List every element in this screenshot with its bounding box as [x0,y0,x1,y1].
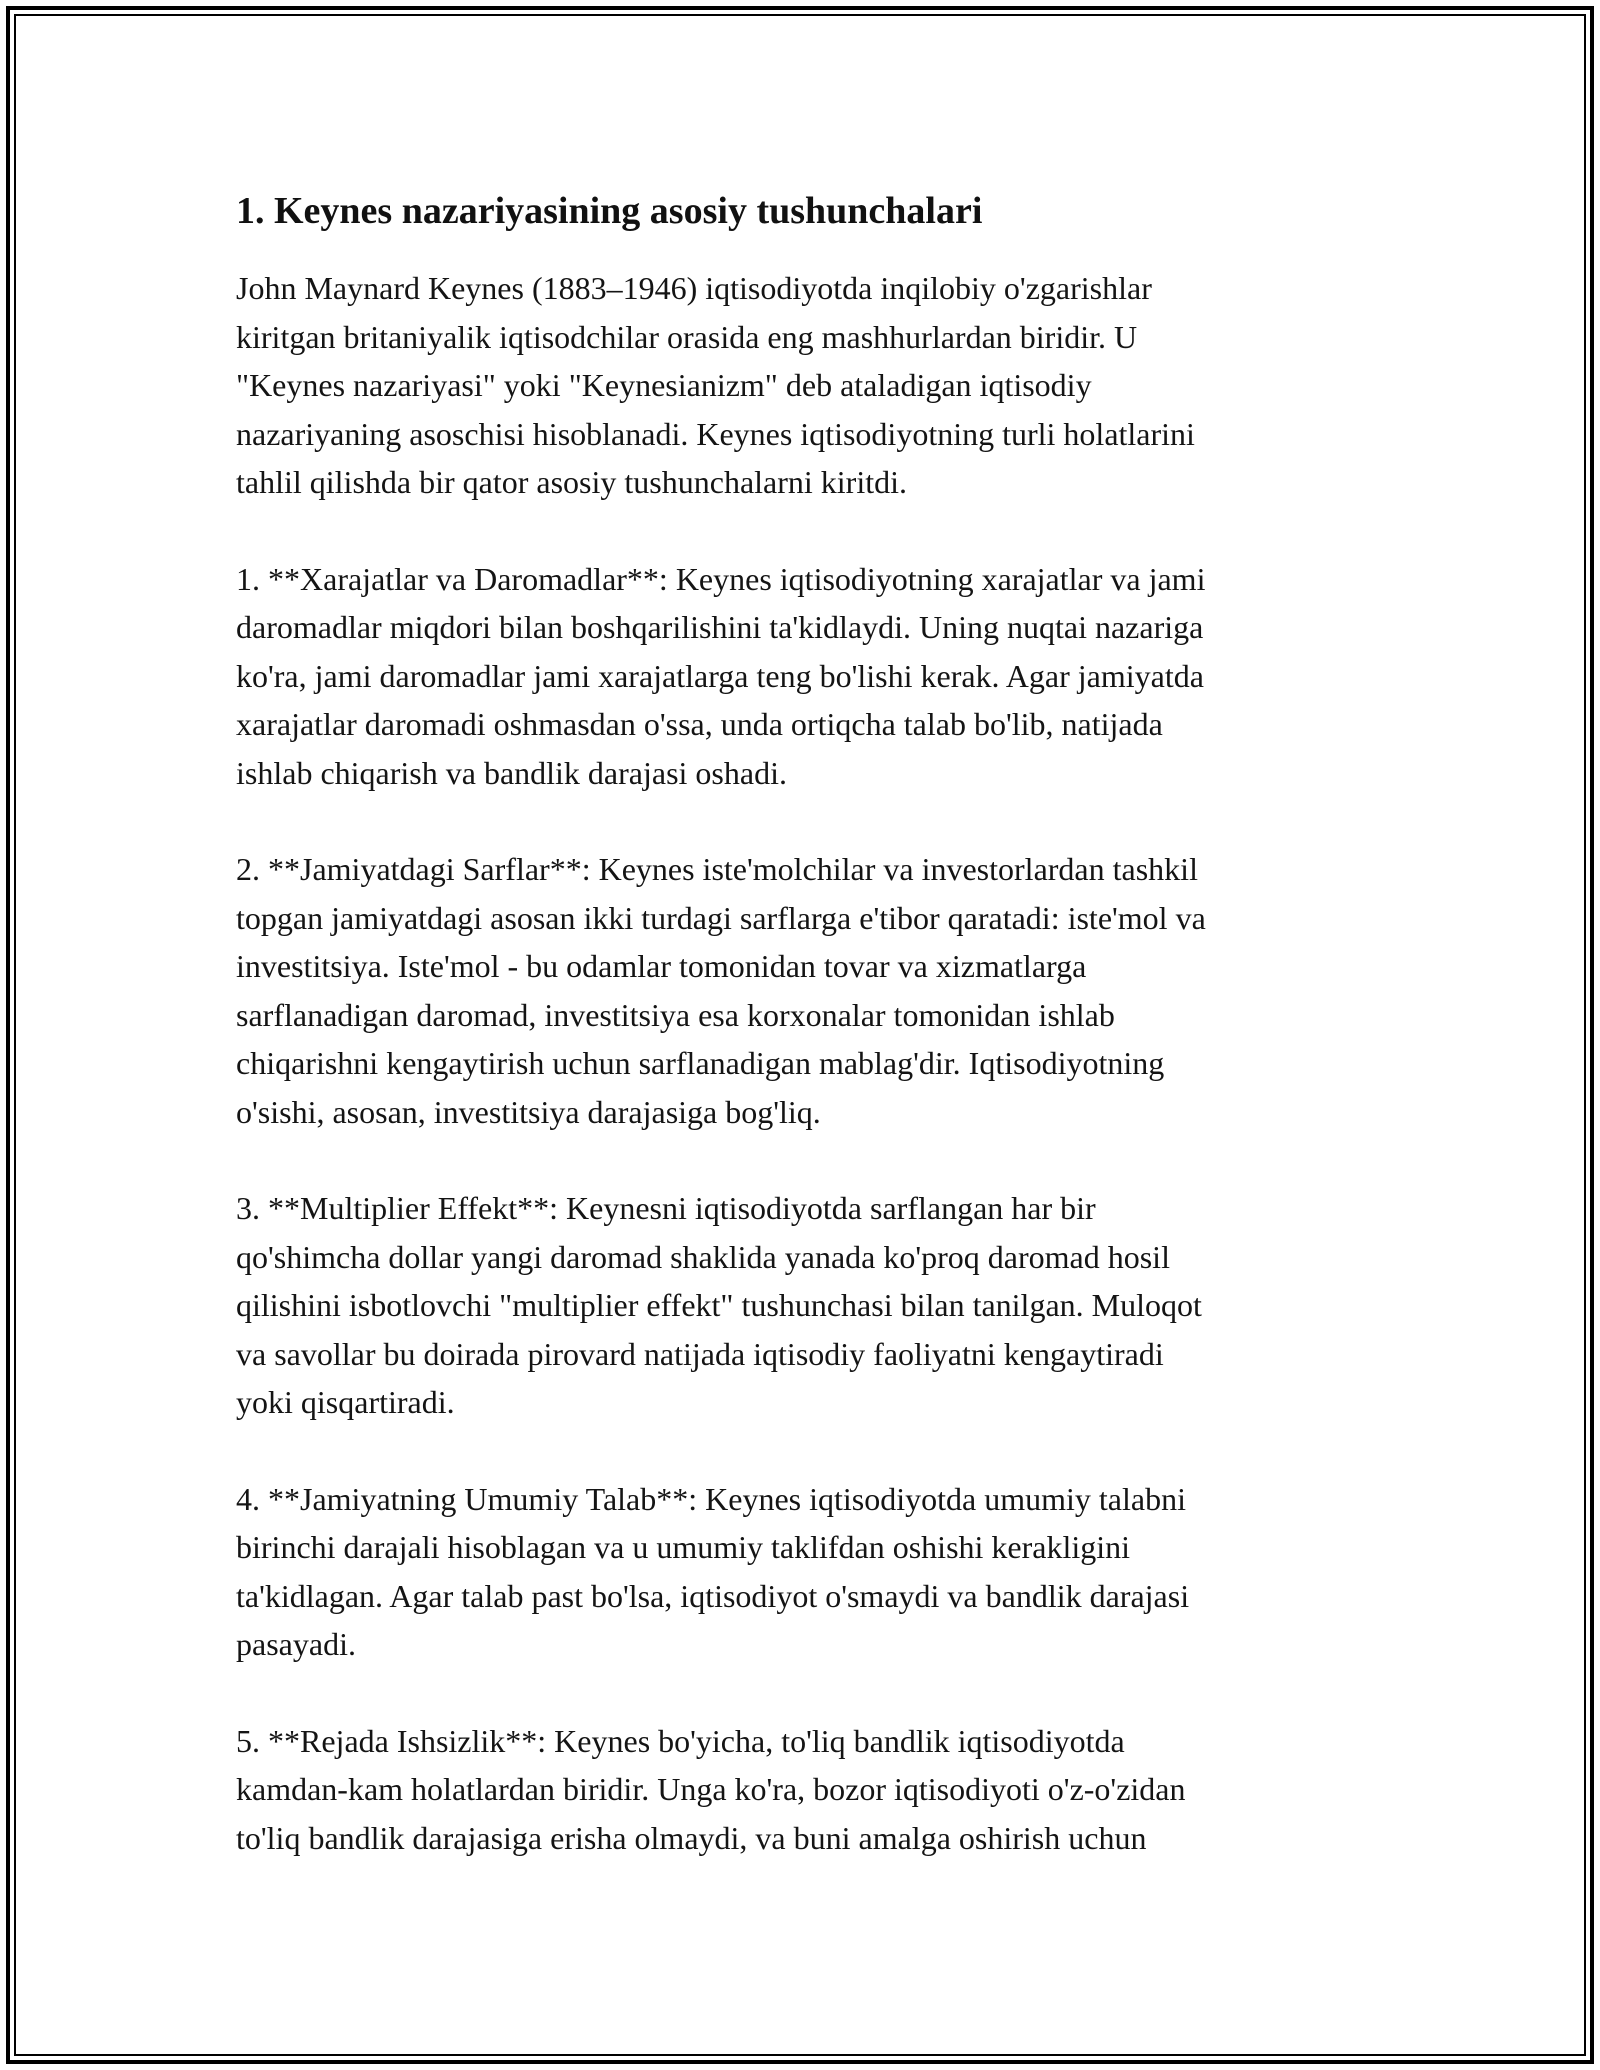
paragraph-multiplier: 3. **Multiplier Effekt**: Keynesni iqtisodiyotda sarflangan har bir qo'shimcha dollar yangi daromad shaklida yanada ko'proq daromad hosil qilishini isbotlovchi "multiplier effekt" tushunchasi bilan tanilgan. Muloqot va savollar bu doirada pirovard natijada iqtisodiy faoliyatni kengaytiradi yoki qisqartiradi. [236,1190,1202,1420]
paragraph-umumiy-talab: 4. **Jamiyatning Umumiy Talab**: Keynes iqtisodiyotda umumiy talabni birinchi darajali hisoblagan va u umumiy taklifdan oshishi kerakligini ta'kidlagan. Agar talab past bo'lsa, iqtisodiyot o'smaydi va bandlik darajasi pasayadi. [236,1480,1190,1662]
section-heading: 1. Keynes nazariyasining asosiy tushunchalari [236,190,983,232]
paragraph-sarflar: 2. **Jamiyatdagi Sarflar**: Keynes iste'molchilar va investorlardan tashkil topgan jamiyatdagi asosan ikki turdagi sarflarga e'tibor qaratadi: iste'mol va investitsiya. Iste'mol - bu odamlar tomonidan tovar va xizmatlarga sarflanadigan daromad, investitsiya esa korxonalar tomonidan ishlab chiqarishni kengaytirish uchun sarflanadigan mablag'dir. Iqtisodiyotning o'sishi, asosan, investitsiya darajasiga bog'liq. [236,851,1206,1130]
paragraph-xarajatlar: 1. **Xarajatlar va Daromadlar**: Keynes iqtisodiyotning xarajatlar va jami daromadlar miqdori bilan boshqarilishini ta'kidlaydi. Uning nuqtai nazariga ko'ra, jami daromadlar jami xarajatlarga teng bo'lishi kerak. Agar jamiyatda xarajatlar daromadi oshmasdan o'ssa, unda ortiqcha talab bo'lib, natijada ishlab chiqarish va bandlik darajasi oshadi. [236,560,1206,791]
intro-paragraph: John Maynard Keynes (1883–1946) iqtisodiyotda inqilobiy o'zgarishlar kiritgan britaniyalik iqtisodchilar orasida eng mashhurlardan biridir. U "Keynes nazariyasi" yoki "Keynesianizm" deb ataladigan iqtisodiy nazariyaning asoschisi hisoblanadi. Keynes iqtisodiyotning turli holatlarini tahlil qilishda bir qator asosiy tushunchalarni kiritdi. [236,270,1195,500]
document-body [236,186,1366,1910]
paragraph-ishsizlik: 5. **Rejada Ishsizlik**: Keynes bo'yicha, to'liq bandlik iqtisodiyotda kamdan-kam holatlardan biridir. Unga ko'ra, bozor iqtisodiyoti o'z-o'zidan to'liq bandlik darajasiga erisha olmaydi, va buni amalga oshirish uchun [236,1722,1186,1856]
